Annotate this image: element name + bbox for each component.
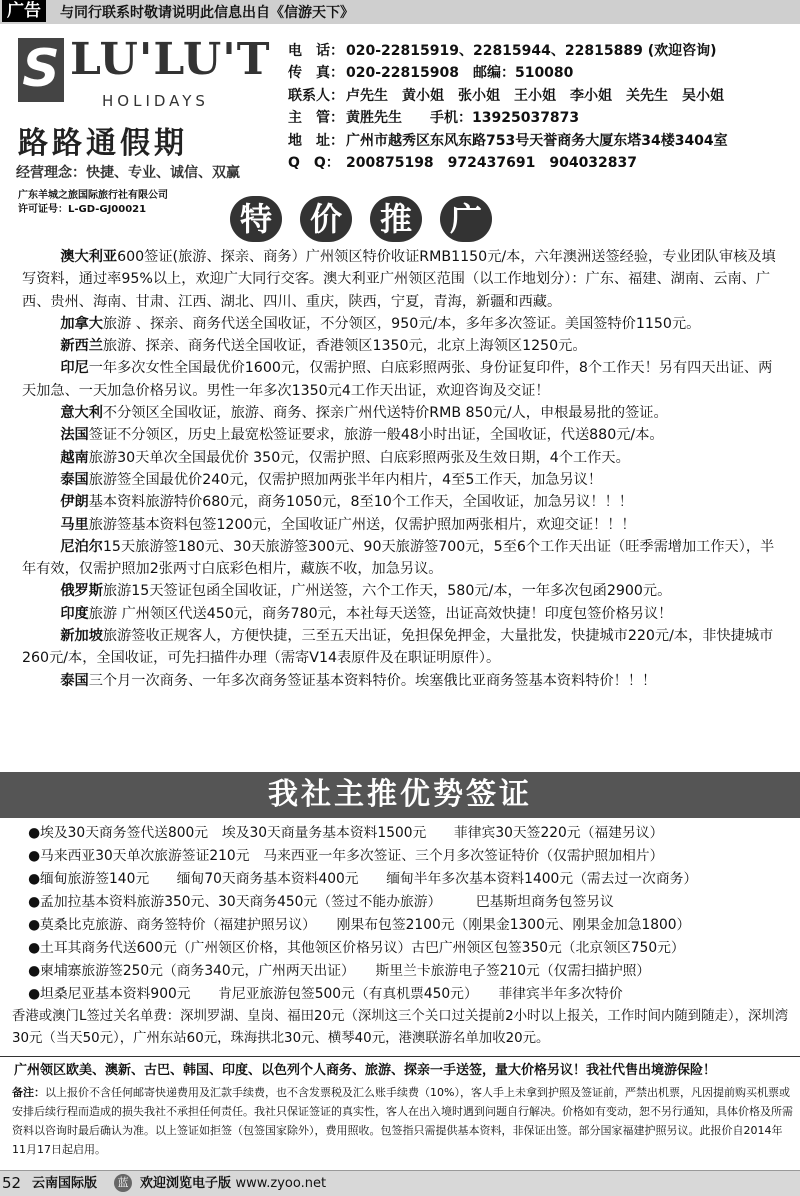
promo-item: 新西兰旅游、探亲、商务代送全国收证，香港领区1350元，北京上海领区1250元。	[60, 338, 587, 355]
promo-title-char: 特	[230, 196, 282, 242]
promo-item: 印尼一年多次女性全国最优价1600元，仅需护照、白底彩照两张、身份证复印件，8个工作天！另有四天出证、两天加急、一天加急价格另议。男性一年多次1350元4工作天出证，欢迎咨询及交证！	[22, 360, 773, 399]
company-logo	[12, 34, 271, 194]
logo-s-mark: S	[18, 38, 64, 102]
contact-info	[288, 40, 794, 174]
logo-slogan: 经营理念：快捷、专业、诚信、双赢	[16, 165, 240, 181]
contact-manager: 主 管： 黄胜先生 手机：13925037873	[288, 110, 580, 127]
promo-item: 俄罗斯旅游15天签证包函全国收证，广州送签，六个工作天，580元/本，一年多次包函2900元。	[60, 583, 672, 600]
promo-title-char: 广	[440, 196, 492, 242]
promo-item: 泰国三个月一次商务、一年多次商务签证基本资料特价。埃塞俄比亚商务签基本资料特价！！！	[60, 672, 657, 689]
edition-name: 云南国际版	[32, 1176, 98, 1191]
visa-row: ●埃及30天商务签代送800元 埃及30天商量务基本资料1500元 菲律宾30天签220元（福建另议）	[28, 825, 664, 841]
source-note: 与同行联系时敬请说明此信息出自《信游天下》	[60, 5, 354, 21]
visa-row: ●莫桑比克旅游、商务签特价（福建护照另议） 刚果布包签2100元（刚果金1300元、刚果金加急1800）	[28, 917, 691, 933]
promo-item: 意大利不分领区全国收证，旅游、商务、探亲广州代送特价RMB 850元/人，申根最易批的签证。	[60, 405, 668, 422]
featured-visa-list	[28, 822, 796, 1006]
hk-macau-border-fees: 香港或澳门L签过关名单费：深圳罗湖、皇岗、福田20元（深圳这三个关口过关提前2小时以上报关，工作时间内随到随走），深圳湾30元（当天50元），广州东站60元，珠海拱北30元、横琴40元，港澳联游名单加收20元。	[12, 1009, 789, 1046]
welcome-text: 欢迎浏览电子版 www.zyoo.net	[140, 1176, 327, 1191]
company-name: 广东羊城之旅国际旅行社有限公司	[18, 190, 168, 201]
promo-item: 印度旅游 广州领区代送450元，商务780元，本社每天送签，出证高效快捷！印度包签价格另议！	[60, 605, 673, 622]
promo-item: 马里旅游签基本资料包签1200元，全国收证广州送，仅需护照加两张相片，欢迎交证！！！	[60, 516, 636, 533]
promo-title-char: 推	[370, 196, 422, 242]
logo-brand-en: LU'LU'T	[70, 34, 271, 85]
page-number: 52	[2, 1174, 22, 1192]
lan-badge: 蓝	[114, 1174, 132, 1192]
visa-row: ●缅甸旅游签140元 缅甸70天商务基本资料400元 缅甸半年多次基本资料1400元（需去过一次商务）	[28, 871, 698, 887]
logo-brand-cn: 路路通假期	[18, 126, 188, 161]
promo-item: 伊朗基本资料旅游特价680元，商务1050元，8至10个工作天，全国收证，加急另议！！！	[60, 494, 633, 511]
promo-title	[230, 196, 492, 242]
promo-title-char: 价	[300, 196, 352, 242]
website-link[interactable]: www.zyoo.net	[235, 1176, 327, 1191]
divider	[0, 1056, 800, 1057]
visa-row: ●坦桑尼亚基本资料900元 肯尼亚旅游包签500元（有真机票450元） 菲律宾半年多次特价	[28, 986, 623, 1002]
promo-item: 新加坡旅游签收正规客人，方便快捷，三至五天出证，免担保免押金，大量批发，快捷城市220元/本，非快捷城市260元/本，全国收证，可先扫描件办理（需寄V14表原件及在职证明原件）。	[22, 628, 774, 667]
promo-item: 法国签证不分领区，历史上最宽松签证要求，旅游一般48小时出证，全国收证，代送880元/本。	[60, 427, 664, 444]
promo-item: 越南旅游30天单次全国最优价 350元，仅需护照、白底彩照两张及生效日期，4个工作天。	[60, 449, 630, 466]
visa-row: ●孟加拉基本资料旅游350元、30天商务450元（签过不能办旅游） 巴基斯坦商务包签另议	[28, 894, 614, 910]
logo-holidays: HOLIDAYS	[102, 92, 209, 110]
ad-header-bar	[0, 0, 800, 24]
license-number: 许可证号：L-GD-GJ00021	[18, 204, 147, 215]
contact-qq: Q Q： 200875198 972437691 904032837	[288, 155, 638, 172]
remarks: 备注：以上报价不含任何邮寄快递费用及汇款手续费，也不含发票税及汇么账手续费（10%），客人手上未拿到护照及签证前，严禁出机票，凡因提前购买机票或安排后续行程而造成的损失我社不承担任何责任。我社只保证签证的真实性，客人在出入境时遇到问题自行解决。价格如有变动，恕不另行通知，具体价格及所需资料以咨询时最后确认为准。以上签证如拒签（包签国家除外），费用照收。包签指只需提供基本资料，非保证出签。部分国家福建护照另议。此报价自2014年11月17日起启用。	[12, 1086, 793, 1156]
visa-row: ●柬埔寨旅游签250元（商务340元，广州两天出证） 斯里兰卡旅游电子签210元（仅需扫描护照）	[28, 963, 651, 979]
contact-fax: 传 真： 020-22815908 邮编：510080	[288, 65, 574, 82]
page-footer	[0, 1170, 800, 1196]
guangzhou-consulate-note: 广州领区欧美、澳新、古巴、韩国、印度、以色列个人商务、旅游、探亲一手送签，量大价格另议！我社代售出境游保险！	[14, 1063, 717, 1078]
contact-address: 地 址： 广州市越秀区东风东路753号天誉商务大厦东塔34楼3404室	[288, 132, 728, 149]
promo-item: 泰国旅游签全国最优价240元，仅需护照加两张半年内相片，4至5工作天，加急另议！	[60, 471, 603, 488]
visa-row: ●马来西亚30天单次旅游签证210元 马来西亚一年多次签证、三个月多次签证特价（仅需护照加相片）	[28, 848, 664, 864]
contact-phone: 电 话： 020-22815919、22815944、22815889 (欢迎咨询)	[288, 43, 717, 59]
featured-visas-banner: 我社主推优势签证	[0, 772, 800, 818]
contact-persons: 联系人： 卢先生 黄小姐 张小姐 王小姐 李小姐 关先生 吴小姐	[288, 87, 724, 104]
promo-item: 尼泊尔15天旅游签180元、30天旅游签300元、90天旅游签700元，5至6个工作天出证（旺季需增加工作天），半年有效，仅需护照加2张两寸白底彩色相片，藏族不收，加急另议。	[22, 538, 775, 578]
promo-item: 澳大利亚600签证(旅游、探亲、商务）广州领区特价收证RMB1150元/本，六年澳洲送签经验，专业团队审核及填写资料，通过率95%以上，欢迎广大同行交客。澳大利亚广州领区范围（以工作地划分）：广东、福建、湖南、云南、广西、贵州、海南、甘肃、江西、湖北、四川、重庆，陕西，宁夏，青海，新疆和西藏。	[22, 249, 776, 310]
ad-label: 广告	[2, 0, 46, 22]
promo-item: 加拿大旅游 、探亲、商务代送全国收证，不分领区，950元/本，多年多次签证。美国签特价1150元。	[60, 315, 701, 332]
promo-list	[22, 246, 784, 692]
visa-row: ●土耳其商务代送600元（广州领区价格，其他领区价格另议）古巴广州领区包签350元（北京领区750元）	[28, 940, 685, 956]
